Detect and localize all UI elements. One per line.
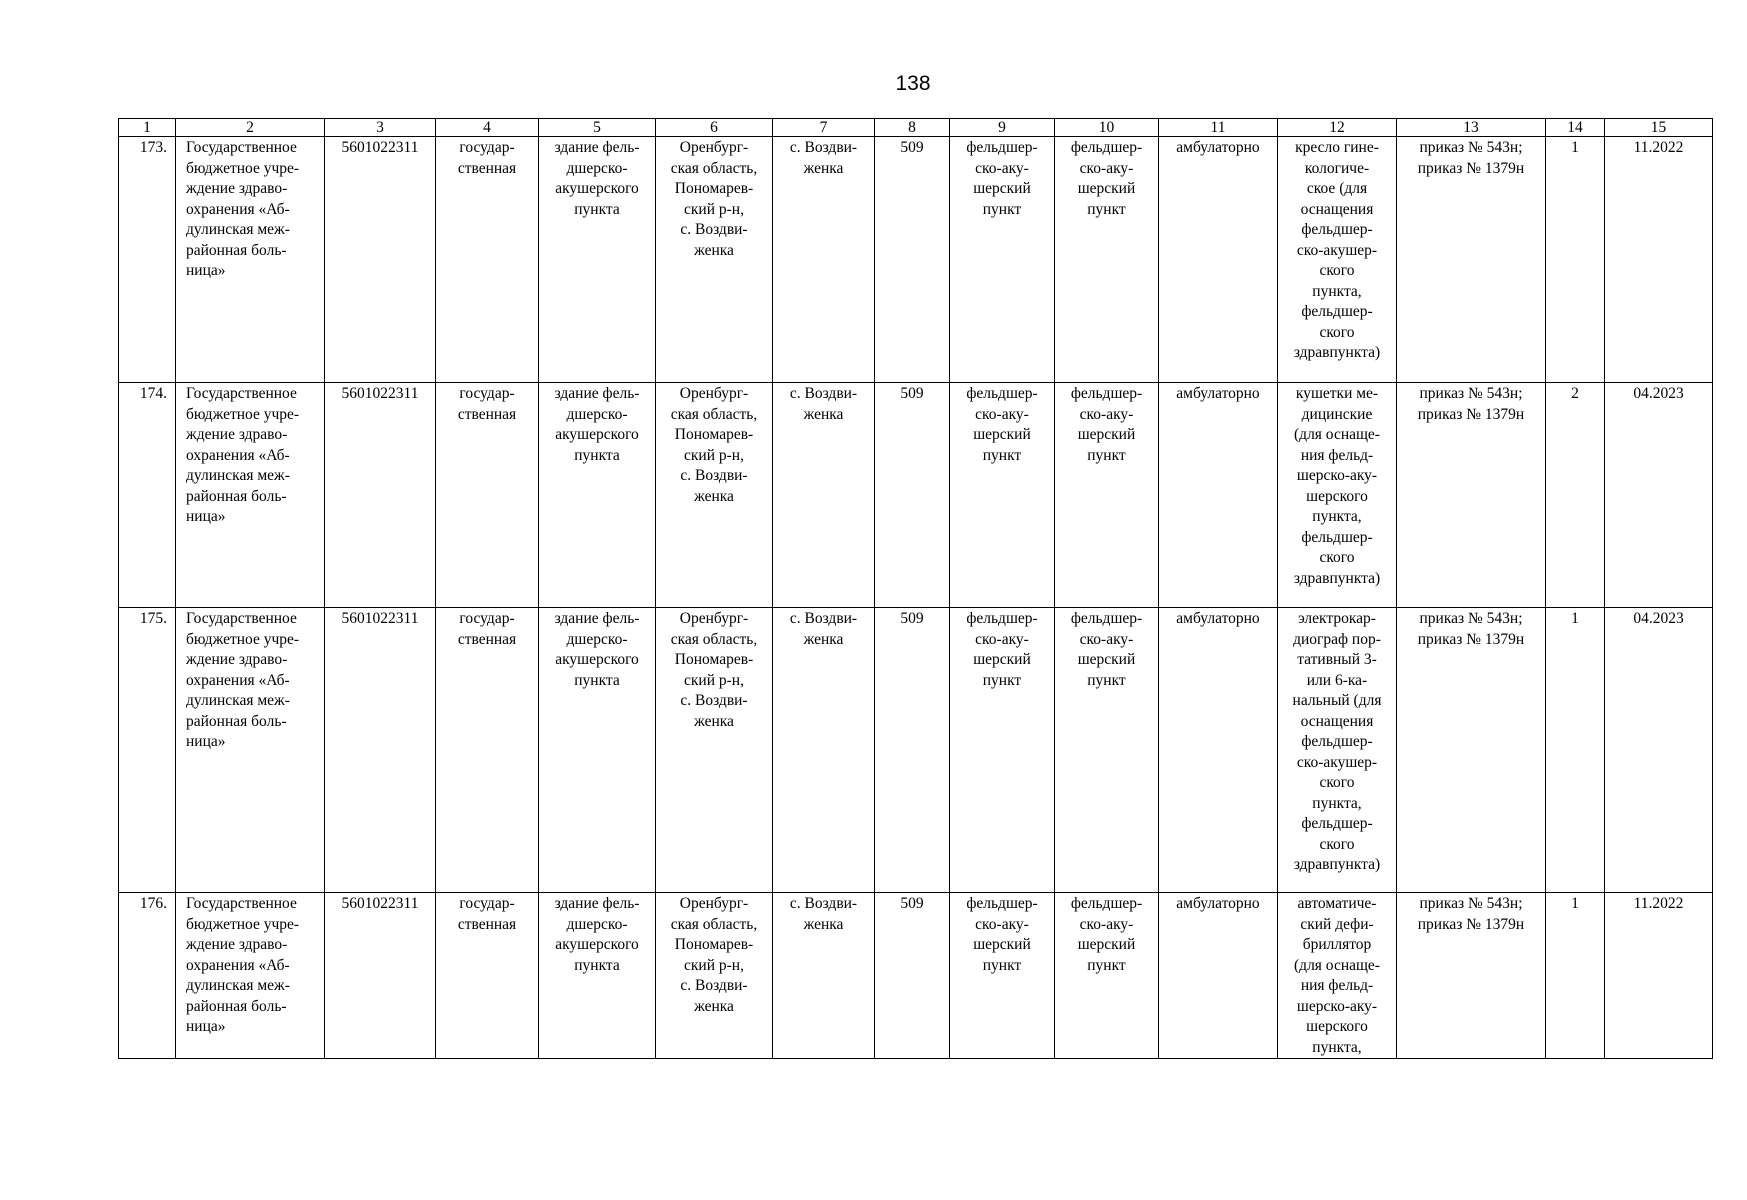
table-row — [119, 893, 1713, 1059]
equipment: кресло гине- кологиче- ское (для оснащения фельдшер- ско-акушер- ского пункта, фельдшер- ского здравпункта) — [1293, 139, 1381, 361]
address: Оренбург- ская область, Пономарев- ский р-н, с. Воздви- женка — [670, 895, 758, 1015]
registry-table — [118, 118, 1713, 1059]
building: здание фель- дшерско- акушерского пункта — [554, 895, 640, 974]
ownership-cell — [436, 608, 539, 893]
care-conditions-cell — [1159, 893, 1278, 1059]
ownership-cell — [436, 383, 539, 608]
unit-name-cell — [1055, 608, 1159, 893]
column-header: 12 — [1278, 119, 1397, 137]
column-header: 15 — [1605, 119, 1713, 137]
page-number: 138 — [895, 72, 931, 95]
code-cell — [875, 383, 950, 608]
quantity-cell — [1546, 383, 1605, 608]
quantity-cell — [1546, 608, 1605, 893]
column-header: 3 — [325, 119, 436, 137]
organization-cell — [176, 893, 325, 1059]
date-cell — [1605, 893, 1713, 1059]
column-header: 2 — [176, 119, 325, 137]
building-cell — [539, 608, 656, 893]
inn-cell — [325, 608, 436, 893]
date-cell — [1605, 608, 1713, 893]
organization-name: Государственное бюджетное учре- ждение здраво- охранения «Аб- дулинская меж- районная боль- ница» — [186, 385, 300, 525]
quantity: 2 — [1571, 385, 1579, 402]
quantity: 1 — [1571, 139, 1579, 156]
order-cell — [1397, 608, 1546, 893]
ownership: государ- ственная — [457, 139, 517, 177]
settlement: с. Воздви- женка — [789, 895, 858, 933]
organization-name: Государственное бюджетное учре- ждение здраво- охранения «Аб- дулинская меж- районная боль- ница» — [186, 610, 300, 750]
care-conditions-cell — [1159, 137, 1278, 383]
date-cell — [1605, 137, 1713, 383]
organization-cell — [176, 137, 325, 383]
address-cell — [656, 137, 773, 383]
building: здание фель- дшерско- акушерского пункта — [554, 610, 640, 689]
column-header: 14 — [1546, 119, 1605, 137]
date: 04.2023 — [1633, 610, 1684, 627]
column-header: 4 — [436, 119, 539, 137]
column-header: 5 — [539, 119, 656, 137]
code: 509 — [900, 385, 924, 402]
header-row — [119, 119, 1713, 137]
quantity: 1 — [1571, 610, 1579, 627]
equipment-cell — [1278, 383, 1397, 608]
settlement: с. Воздви- женка — [789, 139, 858, 177]
building-cell — [539, 383, 656, 608]
row-number: 173. — [139, 139, 167, 156]
equipment: кушетки ме- дицинские (для оснаще- ния фельд- шерско-аку- шерского пункта, фельдшер- ского здравпункта) — [1293, 385, 1381, 587]
date: 11.2022 — [1633, 139, 1684, 156]
unit-type-cell — [950, 608, 1055, 893]
inn-cell — [325, 383, 436, 608]
unit-type-cell — [950, 893, 1055, 1059]
column-header: 6 — [656, 119, 773, 137]
settlement-cell — [773, 137, 875, 383]
unit-name: фельдшер- ско-аку- шерский пункт — [1070, 895, 1143, 974]
column-header: 8 — [875, 119, 950, 137]
order-cell — [1397, 893, 1546, 1059]
quantity-cell — [1546, 893, 1605, 1059]
row-number: 176. — [139, 895, 167, 912]
order: приказ № 543н; приказ № 1379н — [1417, 139, 1525, 177]
address-cell — [656, 893, 773, 1059]
row-number: 174. — [139, 385, 167, 402]
unit-name-cell — [1055, 893, 1159, 1059]
equipment-cell — [1278, 137, 1397, 383]
unit-name: фельдшер- ско-аку- шерский пункт — [1070, 385, 1143, 464]
row-number-cell — [119, 137, 176, 383]
unit-name: фельдшер- ско-аку- шерский пункт — [1070, 610, 1143, 689]
row-number-cell — [119, 893, 176, 1059]
code: 509 — [900, 610, 924, 627]
equipment-cell — [1278, 893, 1397, 1059]
ownership-cell — [436, 893, 539, 1059]
address: Оренбург- ская область, Пономарев- ский р-н, с. Воздви- женка — [670, 610, 758, 730]
inn-cell — [325, 137, 436, 383]
order-cell — [1397, 137, 1546, 383]
inn: 5601022311 — [341, 610, 419, 627]
table-row — [119, 383, 1713, 608]
column-header: 1 — [119, 119, 176, 137]
column-header: 10 — [1055, 119, 1159, 137]
inn: 5601022311 — [341, 385, 419, 402]
ownership-cell — [436, 137, 539, 383]
date: 11.2022 — [1633, 895, 1684, 912]
organization-cell — [176, 383, 325, 608]
ownership: государ- ственная — [457, 895, 517, 933]
unit-type-cell — [950, 383, 1055, 608]
care-conditions-cell — [1159, 383, 1278, 608]
building-cell — [539, 893, 656, 1059]
unit-type: фельдшер- ско-аку- шерский пункт — [966, 385, 1038, 464]
unit-type: фельдшер- ско-аку- шерский пункт — [966, 610, 1038, 689]
quantity-cell — [1546, 137, 1605, 383]
date-cell — [1605, 383, 1713, 608]
row-number-cell — [119, 608, 176, 893]
inn-cell — [325, 893, 436, 1059]
care-conditions: амбулаторно — [1176, 139, 1260, 156]
code-cell — [875, 137, 950, 383]
care-conditions-cell — [1159, 608, 1278, 893]
table-row — [119, 137, 1713, 383]
organization-name: Государственное бюджетное учре- ждение здраво- охранения «Аб- дулинская меж- районная боль- ница» — [186, 895, 300, 1035]
equipment: автоматиче- ский дефи- бриллятор (для оснаще- ния фельд- шерско-аку- шерского пункта, — [1294, 895, 1380, 1056]
equipment-cell — [1278, 608, 1397, 893]
settlement-cell — [773, 608, 875, 893]
care-conditions: амбулаторно — [1176, 385, 1260, 402]
care-conditions: амбулаторно — [1176, 895, 1260, 912]
building: здание фель- дшерско- акушерского пункта — [554, 139, 640, 218]
unit-name-cell — [1055, 383, 1159, 608]
column-header: 11 — [1159, 119, 1278, 137]
order: приказ № 543н; приказ № 1379н — [1417, 385, 1525, 423]
organization-name: Государственное бюджетное учре- ждение здраво- охранения «Аб- дулинская меж- районная боль- ница» — [186, 139, 300, 279]
address: Оренбург- ская область, Пономарев- ский р-н, с. Воздви- женка — [670, 385, 758, 505]
address-cell — [656, 383, 773, 608]
row-number: 175. — [139, 610, 167, 627]
order: приказ № 543н; приказ № 1379н — [1417, 895, 1525, 933]
organization-cell — [176, 608, 325, 893]
quantity: 1 — [1571, 895, 1579, 912]
code: 509 — [900, 895, 924, 912]
date: 04.2023 — [1633, 385, 1684, 402]
column-header: 13 — [1397, 119, 1546, 137]
settlement: с. Воздви- женка — [789, 610, 858, 648]
unit-name-cell — [1055, 137, 1159, 383]
unit-type: фельдшер- ско-аку- шерский пункт — [966, 139, 1038, 218]
ownership: государ- ственная — [457, 610, 517, 648]
code-cell — [875, 608, 950, 893]
settlement: с. Воздви- женка — [789, 385, 858, 423]
code: 509 — [900, 139, 924, 156]
settlement-cell — [773, 383, 875, 608]
code-cell — [875, 893, 950, 1059]
settlement-cell — [773, 893, 875, 1059]
building: здание фель- дшерско- акушерского пункта — [554, 385, 640, 464]
inn: 5601022311 — [341, 139, 419, 156]
row-number-cell — [119, 383, 176, 608]
table-row — [119, 608, 1713, 893]
unit-name: фельдшер- ско-аку- шерский пункт — [1070, 139, 1143, 218]
column-header: 7 — [773, 119, 875, 137]
address-cell — [656, 608, 773, 893]
unit-type: фельдшер- ско-аку- шерский пункт — [966, 895, 1038, 974]
order: приказ № 543н; приказ № 1379н — [1417, 610, 1525, 648]
equipment: электрокар- диограф пор- тативный 3- или 6-ка- нальный (для оснащения фельдшер- ско-акушер- ского пункта, фельдшер- ского здравпункта) — [1292, 610, 1382, 873]
building-cell — [539, 137, 656, 383]
column-header: 9 — [950, 119, 1055, 137]
care-conditions: амбулаторно — [1176, 610, 1260, 627]
unit-type-cell — [950, 137, 1055, 383]
inn: 5601022311 — [341, 895, 419, 912]
ownership: государ- ственная — [457, 385, 517, 423]
address: Оренбург- ская область, Пономарев- ский р-н, с. Воздви- женка — [670, 139, 758, 259]
order-cell — [1397, 383, 1546, 608]
